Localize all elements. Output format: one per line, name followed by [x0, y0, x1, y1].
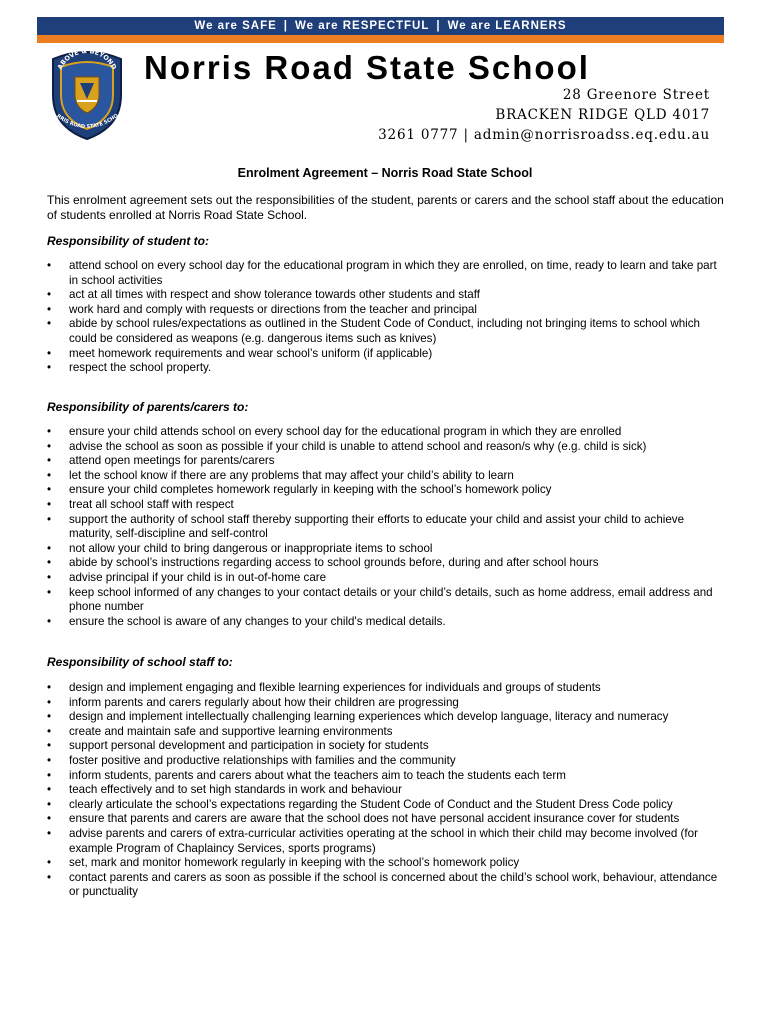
bullet-icon: •: [47, 570, 52, 584]
bullet-icon: •: [47, 361, 52, 375]
address-line-suburb: BRACKEN RIDGE QLD 4017: [495, 107, 710, 123]
motto-separator: |: [436, 20, 441, 32]
bullet-icon: •: [47, 497, 52, 511]
list-item-text: attend open meetings for parents/carers: [69, 454, 275, 468]
motto-separator: |: [283, 20, 289, 32]
list-item: [47, 288, 722, 303]
list-item: [47, 347, 722, 362]
list-item: [47, 710, 722, 725]
list-item: [47, 871, 722, 900]
bullet-icon: •: [47, 826, 52, 840]
list-item-text: ensure your child attends school on every school day for the educational program in which they are enrolled: [69, 425, 622, 438]
bullet-icon: •: [47, 724, 52, 738]
list-item: [47, 425, 722, 440]
list-item: [47, 361, 722, 376]
student-responsibility-list: [47, 259, 722, 376]
bullet-icon: •: [47, 753, 52, 767]
list-item-text: design and implement engaging and flexible learning experiences for individuals and groups of students: [69, 681, 601, 694]
motto-learners: We are LEARNERS: [447, 20, 567, 32]
bullet-icon: •: [47, 512, 52, 526]
list-item: [47, 483, 722, 498]
bullet-icon: •: [47, 585, 52, 599]
list-item-text: abide by school rules/expectations as outlined in the Student Code of Conduct, including not bringing items to school which could be considered as weapons (e.g. dangerous items such as knives): [69, 317, 700, 345]
list-item-text: foster positive and productive relationships with families and the community: [69, 753, 456, 767]
bullet-icon: •: [47, 768, 52, 782]
motto-accent-stripe: [37, 35, 724, 43]
list-item-text: inform students, parents and carers about what the teachers aim to teach the students each term: [69, 768, 566, 782]
list-item: [47, 769, 722, 784]
bullet-icon: •: [47, 856, 52, 870]
section-heading-student: Responsibility of student to:: [47, 234, 209, 248]
list-item-text: clearly articulate the school’s expectations regarding the Student Code of Conduct and the Student Dress Code policy: [69, 797, 673, 811]
list-item-text: teach effectively and to set high standards in work and behaviour: [69, 783, 402, 797]
list-item-text: let the school know if there are any problems that may affect your child’s ability to learn: [69, 468, 514, 482]
list-item-text: support the authority of school staff thereby supporting their efforts to educate your child and assist your child to achieve maturity, self-discipline and self-control: [69, 512, 685, 541]
school-crest-logo: [47, 47, 127, 141]
bullet-icon: •: [47, 812, 52, 826]
list-item-text: advise parents and carers of extra-curricular activities operating at the school in which their child may become involved (for example Program of Chaplaincy Services, sports programs): [69, 826, 698, 855]
list-item: [47, 681, 722, 696]
bullet-icon: •: [47, 346, 52, 360]
bullet-icon: •: [47, 870, 52, 884]
bullet-icon: •: [47, 681, 52, 694]
list-item: [47, 469, 722, 484]
list-item: [47, 303, 722, 318]
list-item-text: design and implement intellectually challenging learning experiences which develop language, literacy and numeracy: [69, 710, 669, 724]
bullet-icon: •: [47, 439, 52, 453]
list-item-text: act at all times with respect and show tolerance towards other students and staff: [69, 288, 480, 302]
bullet-icon: •: [47, 739, 52, 753]
bullet-icon: •: [47, 468, 52, 482]
list-item: [47, 259, 722, 288]
list-item-text: ensure the school is aware of any changes to your child's medical details.: [69, 614, 446, 628]
list-item: [47, 725, 722, 740]
list-item: [47, 317, 722, 346]
list-item-text: treat all school staff with respect: [69, 497, 234, 511]
list-item-text: ensure your child completes homework regularly in keeping with the school’s homework policy: [69, 483, 552, 497]
list-item: [47, 586, 722, 615]
crest-bottom-text: RRIS ROAD STATE SCHO: [55, 112, 120, 131]
list-item-text: inform parents and carers regularly about how their children are progressing: [69, 695, 459, 709]
bullet-icon: •: [47, 614, 52, 628]
list-item: [47, 498, 722, 513]
list-item-text: advise principal if your child is in out-of-home care: [69, 570, 327, 584]
school-name: Norris Road State School: [144, 49, 590, 86]
list-item: [47, 556, 722, 571]
bullet-icon: •: [47, 797, 52, 811]
list-item-text: abide by school’s instructions regarding access to school grounds before, during and after school hours: [69, 556, 599, 570]
document-title: Enrolment Agreement – Norris Road State School: [237, 166, 533, 180]
list-item: [47, 783, 722, 798]
list-item: [47, 827, 722, 856]
list-item: [47, 856, 722, 871]
motto-safe: We are SAFE: [194, 20, 277, 32]
motto-bar: [37, 17, 724, 43]
address-line-street: 28 Greenore Street: [562, 87, 710, 103]
list-item: [47, 440, 722, 455]
bullet-icon: •: [47, 302, 52, 316]
bullet-icon: •: [47, 483, 52, 497]
list-item: [47, 454, 722, 469]
parents-responsibility-list: [47, 425, 722, 629]
bullet-icon: •: [47, 288, 52, 302]
list-item: [47, 798, 722, 813]
section-heading-staff: Responsibility of school staff to:: [47, 655, 233, 669]
intro-paragraph: This enrolment agreement sets out the responsibilities of the student, parents or carers and the school staff about the education of students enrolled at Norris Road State School.: [47, 193, 724, 222]
list-item-text: set, mark and monitor homework regularly in keeping with the school’s homework policy: [69, 856, 520, 870]
list-item: [47, 812, 722, 827]
bullet-icon: •: [47, 695, 52, 709]
list-item-text: ensure that parents and carers are aware that the school does not have personal accident insurance cover for students: [69, 812, 680, 826]
bullet-icon: •: [47, 259, 52, 272]
list-item-text: work hard and comply with requests or directions from the teacher and principal: [69, 302, 477, 316]
list-item-text: respect the school property.: [69, 361, 212, 375]
list-item-text: meet homework requirements and wear school’s uniform (if applicable): [69, 346, 433, 360]
bullet-icon: •: [47, 317, 52, 331]
crest-top-text: ABOVE & BEYOND: [55, 47, 119, 71]
list-item: [47, 542, 722, 557]
list-item-text: not allow your child to bring dangerous or inappropriate items to school: [69, 541, 433, 555]
list-item: [47, 739, 722, 754]
list-item: [47, 754, 722, 769]
list-item-text: contact parents and carers as soon as possible if the school is concerned about the child’s school work, behaviour, attendance or punctuality: [69, 870, 718, 899]
bullet-icon: •: [47, 541, 52, 555]
bullet-icon: •: [47, 454, 52, 468]
bullet-icon: •: [47, 556, 52, 570]
list-item-text: attend school on every school day for the educational program in which they are enrolled, on time, ready to learn and take part in school activities: [69, 259, 717, 287]
bullet-icon: •: [47, 710, 52, 724]
list-item-text: keep school informed of any changes to your contact details or your child’s details, such as home address, email address and phone number: [69, 585, 713, 614]
list-item: [47, 571, 722, 586]
motto-banner: [37, 17, 724, 35]
list-item-text: create and maintain safe and supportive learning environments: [69, 724, 393, 738]
list-item: [47, 615, 722, 630]
list-item-text: advise the school as soon as possible if your child is unable to attend school and reason/s why (e.g. child is sick): [69, 439, 647, 453]
bullet-icon: •: [47, 425, 52, 438]
staff-responsibility-list: [47, 681, 722, 900]
list-item-text: support personal development and participation in society for students: [69, 739, 429, 753]
section-heading-parents: Responsibility of parents/carers to:: [47, 400, 249, 414]
motto-respectful: We are RESPECTFUL: [295, 20, 430, 32]
bullet-icon: •: [47, 783, 52, 797]
list-item: [47, 513, 722, 542]
contact-line: 3261 0777 | admin@norrisroadss.eq.edu.au: [378, 127, 710, 143]
list-item: [47, 696, 722, 711]
